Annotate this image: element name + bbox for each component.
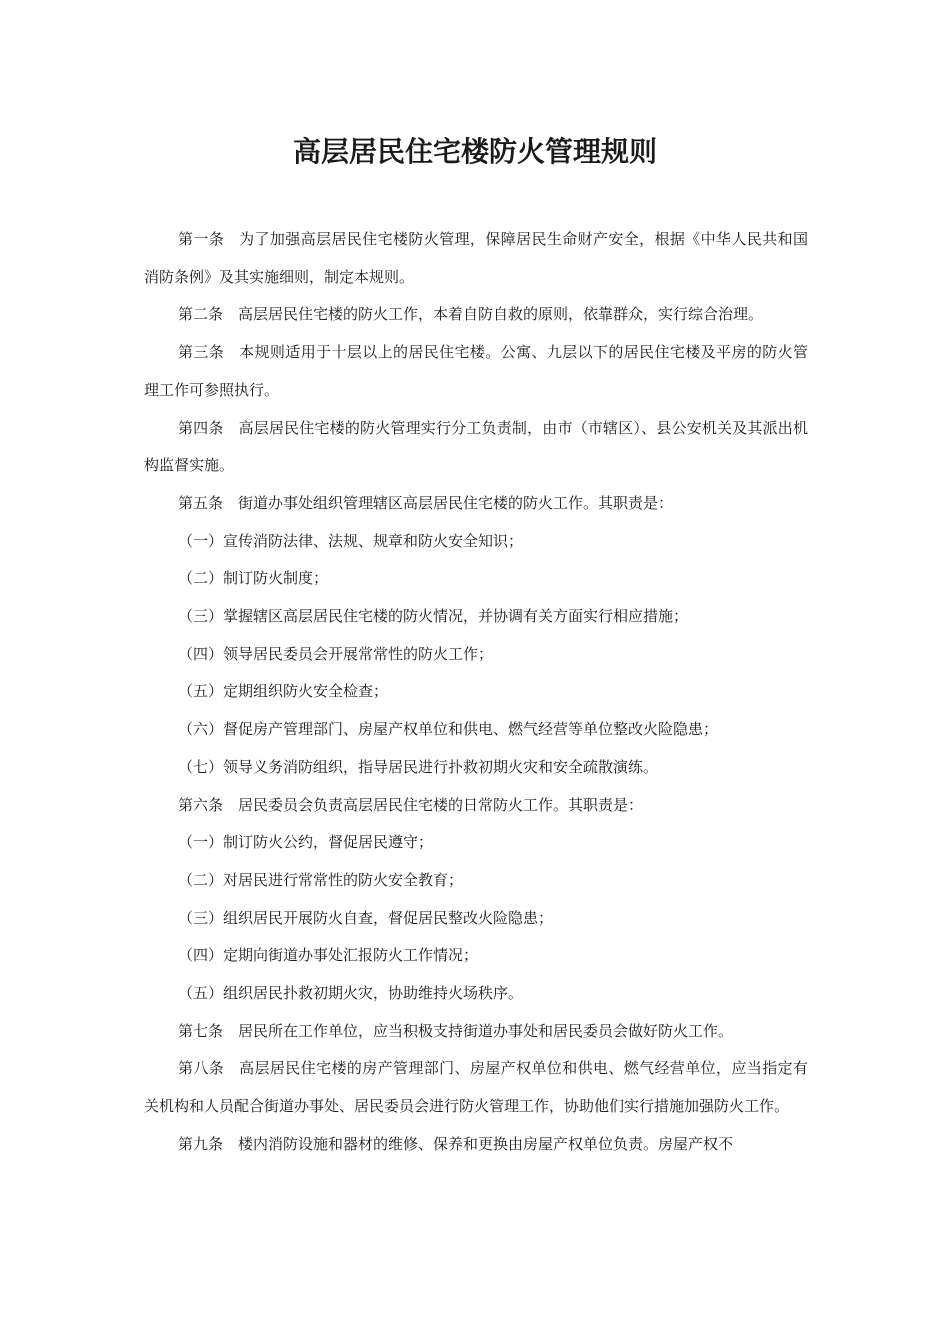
article-number: 第二条 bbox=[178, 305, 224, 324]
article-text: 高层居民住宅楼的防火管理实行分工负责制，由市（市辖区）、县公安机关及其派出机构监督实施。 bbox=[144, 418, 808, 475]
article-number: 第三条 bbox=[178, 343, 225, 362]
article-5-item: （五）定期组织防火安全检查； bbox=[178, 682, 389, 701]
article-text: 为了加强高层居民住宅楼防火管理，保障居民生命财产安全，根据《中华人民共和国消防条例》及其实施细则，制定本规则。 bbox=[144, 230, 808, 286]
article-number: 第八条 bbox=[178, 1059, 225, 1078]
document-body bbox=[144, 221, 808, 1164]
article-4 bbox=[144, 410, 808, 485]
article-number: 第一条 bbox=[178, 230, 225, 248]
article-text: 街道办事处组织管理辖区高层居民住宅楼的防火工作。其职责是： bbox=[238, 493, 674, 512]
article-5-item: （六）督促房产管理部门、房屋产权单位和供电、燃气经营等单位整改火险隐患； bbox=[178, 720, 719, 739]
article-5-item: （七）领导义务消防组织，指导居民进行扑救初期火灾和安全疏散演练。 bbox=[178, 757, 659, 776]
article-2 bbox=[144, 296, 808, 334]
article-6-item: （二）对居民进行常常性的防火安全教育； bbox=[178, 870, 464, 889]
article-6-item: （五）组织居民扑救初期火灾，协助维持火场秩序。 bbox=[178, 984, 524, 1003]
article-text: 居民委员会负责高层居民住宅楼的日常防火工作。其职责是： bbox=[238, 795, 644, 814]
article-1 bbox=[144, 221, 808, 296]
article-5-item: （一）宣传消防法律、法规、规章和防火安全知识； bbox=[178, 531, 524, 550]
article-5-item: （四）领导居民委员会开展常常性的防火工作； bbox=[178, 644, 494, 663]
article-3 bbox=[144, 334, 808, 409]
article-9 bbox=[144, 1126, 808, 1164]
article-text: 本规则适用于十层以上的居民住宅楼。公寓、九层以下的居民住宅楼及平房的防火管理工作可参照执行。 bbox=[144, 343, 808, 399]
article-6-item: （四）定期向街道办事处汇报防火工作情况； bbox=[178, 946, 479, 965]
article-6-item: （一）制订防火公约，督促居民遵守； bbox=[178, 833, 434, 852]
article-text: 楼内消防设施和器材的维修、保养和更换由房屋产权单位负责。房屋产权不 bbox=[238, 1134, 734, 1153]
article-5 bbox=[144, 485, 808, 523]
article-number: 第五条 bbox=[178, 493, 224, 512]
article-number: 第六条 bbox=[178, 795, 224, 814]
article-5-item: （三）掌握辖区高层居民住宅楼的防火情况，并协调有关方面实行相应措施； bbox=[178, 607, 689, 626]
article-number: 第九条 bbox=[178, 1134, 224, 1153]
article-number: 第四条 bbox=[178, 418, 224, 437]
document-title: 高层居民住宅楼防火管理规则 bbox=[292, 135, 657, 168]
article-text: 居民所在工作单位，应当积极支持街道办事处和居民委员会做好防火工作。 bbox=[238, 1021, 734, 1040]
article-6 bbox=[144, 787, 808, 825]
article-text: 高层居民住宅楼的房产管理部门、房屋产权单位和供电、燃气经营单位，应当指定有关机构和人员配合街道办事处、居民委员会进行防火管理工作，协助他们实行措施加强防火工作。 bbox=[144, 1059, 808, 1116]
article-6-item: （三）组织居民开展防火自查，督促居民整改火险隐患； bbox=[178, 908, 554, 927]
article-7 bbox=[144, 1013, 808, 1051]
article-number: 第七条 bbox=[178, 1021, 224, 1040]
article-8 bbox=[144, 1050, 808, 1125]
article-text: 高层居民住宅楼的防火工作，本着自防自救的原则，依靠群众，实行综合治理。 bbox=[238, 305, 764, 324]
article-5-item: （二）制订防火制度； bbox=[178, 569, 329, 588]
